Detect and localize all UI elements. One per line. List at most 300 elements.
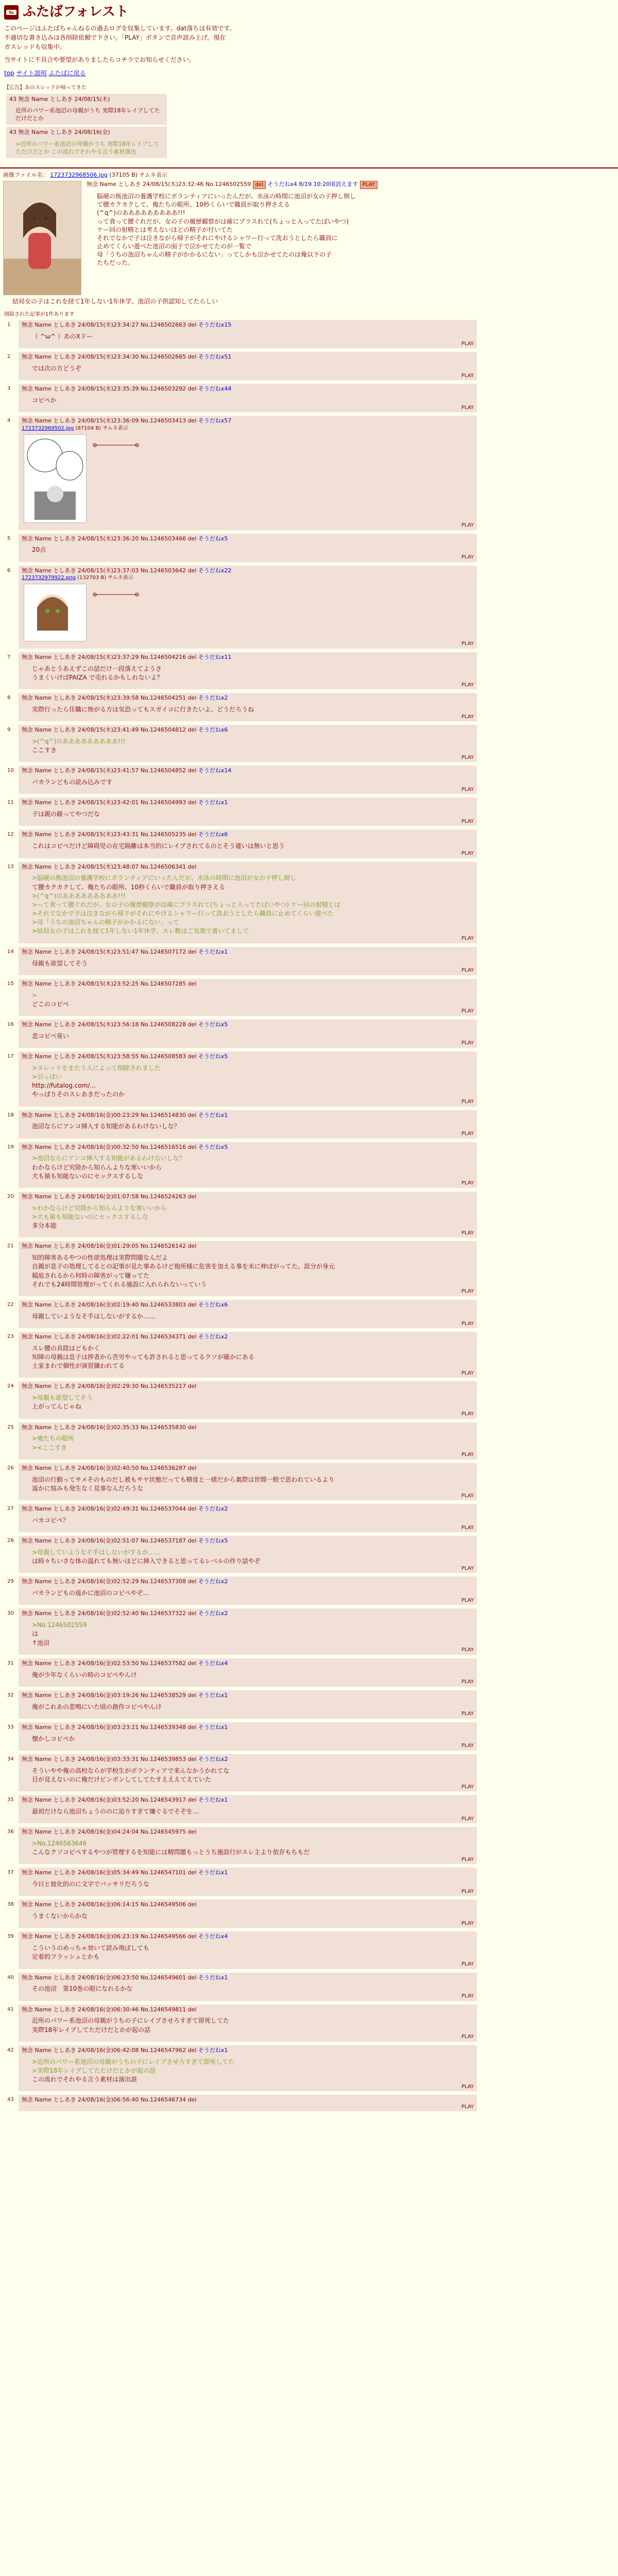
reply-meta	[22, 1578, 474, 1586]
play-button[interactable]: PLAY	[461, 1888, 474, 1894]
reply-message	[32, 1944, 474, 1961]
message-line: 知的障害あるやつの性欲処理は実際問題なんだよ	[32, 1254, 168, 1262]
play-button[interactable]: PLAY	[461, 1565, 474, 1571]
message-line: コピペか	[32, 397, 57, 404]
reply-post	[7, 725, 477, 762]
reply-post	[7, 979, 477, 1016]
message-line: 犬も猿も知能ないのにセックスするしな	[32, 1172, 143, 1180]
op-last-line: 結局女の子はこれを経て1年しない1年休学、池沼の子供認知してたらしい	[12, 298, 218, 306]
reply-thumbnail[interactable]	[24, 584, 87, 641]
reply-meta-text: 無念 Name としあき 24/08/16(金)03:33:31 No.1246539853 del	[22, 1755, 198, 1762]
reply-spacer	[22, 341, 474, 346]
ad-label: 【広告】あのスレッドが帰ってきた	[4, 85, 87, 91]
reply-post	[7, 1192, 477, 1238]
reply-message	[32, 396, 474, 404]
reply-spacer	[22, 682, 474, 687]
reply-meta	[22, 1383, 474, 1391]
play-button[interactable]: PLAY	[461, 1647, 474, 1653]
reply-meta-text: 無念 Name としあき 24/08/16(金)00:32:50 No.1246516516 del	[22, 1143, 198, 1150]
reply-number: 9	[7, 727, 11, 733]
sodane-button[interactable]: そうだねx1	[198, 948, 228, 955]
reply-spacer	[22, 1784, 474, 1789]
play-button[interactable]: PLAY	[461, 1920, 474, 1926]
reply-meta-text: 無念 Name としあき 24/08/15(木)23:34:30 No.1246502665 del	[22, 353, 198, 361]
reply-post	[7, 1658, 477, 1687]
op-thumbnail[interactable]	[3, 181, 81, 295]
sodane-button[interactable]: そうだねx1	[198, 1723, 228, 1731]
play-button[interactable]: PLAY	[461, 1008, 474, 1014]
reply-message	[32, 1154, 474, 1180]
play-button[interactable]: PLAY	[461, 1524, 474, 1531]
reply-spacer	[22, 1009, 474, 1014]
reply-meta	[22, 385, 474, 393]
play-button[interactable]: PLAY	[360, 181, 377, 189]
reply-number: 3	[7, 386, 11, 392]
reply-meta-text: 無念 Name としあき 24/08/16(金)06:30:46 No.1246549811 del	[22, 2006, 197, 2013]
sodane-button[interactable]: そうだねx2	[198, 1610, 228, 1617]
play-button[interactable]: PLAY	[461, 2104, 474, 2110]
play-button[interactable]: PLAY	[461, 754, 474, 760]
play-button[interactable]: PLAY	[461, 1289, 474, 1295]
reply-number: 20	[7, 1193, 14, 1199]
sodane-button[interactable]: そうだねx1	[198, 2046, 228, 2054]
sodane-button[interactable]: そうだねx22	[198, 567, 232, 574]
message-line: >No.1246563646	[32, 1839, 87, 1847]
reply-number: 4	[7, 418, 11, 424]
message-line: 遥かに悩みも発生なく見事なんだろうな	[32, 1484, 144, 1492]
reply-spacer	[22, 2035, 474, 2040]
message-line: じゃあとうあえずこの話だけ一段落えてようさ	[32, 665, 162, 672]
reply-meta	[22, 1756, 474, 1764]
reply-meta	[22, 1974, 474, 1982]
message-line: http://futalog.com/...	[32, 1082, 96, 1090]
play-button[interactable]: PLAY	[461, 682, 474, 688]
play-button[interactable]: PLAY	[461, 851, 474, 856]
sodane-button[interactable]: そうだねx6	[198, 726, 228, 734]
reply-number: 30	[7, 1611, 14, 1617]
play-button[interactable]: PLAY	[461, 1180, 474, 1187]
reply-post	[7, 1463, 477, 1500]
message-line: >わかならけど究陸から知らんよりな寒いいから	[32, 1204, 167, 1212]
reply-message	[32, 1516, 474, 1524]
reply-post	[7, 384, 477, 412]
site-intro	[4, 24, 272, 64]
reply-number: 15	[7, 980, 14, 987]
reply-meta	[22, 1828, 474, 1836]
play-button[interactable]: PLAY	[461, 1743, 474, 1749]
reply-number: 39	[7, 1934, 14, 1940]
reply-file-line	[22, 425, 474, 432]
reply-number: 42	[7, 2047, 14, 2053]
reply-meta-text: 無念 Name としあき 24/08/15(木)23:37:03 No.1246503642 del	[22, 567, 198, 574]
reply-meta-text: 無念 Name としあき 24/08/15(木)23:36:20 No.1246503466 del	[22, 535, 198, 542]
reply-post	[7, 1900, 477, 1928]
play-button[interactable]: PLAY	[461, 1452, 474, 1458]
sodane-button[interactable]: そうだねx2	[198, 1578, 228, 1585]
reply-post	[7, 1332, 477, 1378]
message-line: は	[32, 1630, 39, 1638]
message-line: 池沼ならにアンコ挿入する知能があるわけないしな？	[32, 1123, 180, 1130]
play-button[interactable]: PLAY	[461, 1040, 474, 1046]
message-line: ><ここすき	[32, 1444, 67, 1451]
reply-number: 7	[7, 654, 11, 660]
reply-meta	[22, 1243, 474, 1250]
preview-card[interactable]	[6, 94, 167, 125]
message-line: 土家まわで個性が演習嫌われてる	[32, 1362, 125, 1370]
reply-meta-text: 無念 Name としあき 24/08/16(金)06:42:08 No.1246547962 del	[22, 2046, 198, 2054]
reply-post	[7, 1052, 477, 1107]
reply-number: 22	[7, 1301, 14, 1308]
del-button[interactable]: del	[253, 181, 266, 189]
message-line: >俺たちの眼所	[32, 1435, 75, 1443]
reply-message	[32, 842, 474, 850]
sodane-button[interactable]: そうだねx5	[198, 1053, 228, 1060]
reply-number: 33	[7, 1724, 14, 1730]
message-line: この流れでそれやる言う素材は演出説	[32, 2076, 138, 2083]
message-line: それでも24時間管理がってくれる施設に入れられないっていう	[32, 1280, 207, 1288]
message-line: 俺が少年なくらいの時のコピペやんけ	[32, 1671, 137, 1679]
reply-meta	[22, 1505, 474, 1513]
sodane-button[interactable]: そうだねx4	[198, 1659, 228, 1667]
reply-file-info: (87104 B) サムネ表示	[74, 426, 128, 432]
reply-number: 16	[7, 1021, 14, 1027]
play-button[interactable]: PLAY	[461, 404, 474, 411]
reply-post	[7, 320, 477, 348]
reply-message	[32, 546, 474, 554]
nav-list-link[interactable]: サイト説明	[16, 69, 47, 77]
sodane-button[interactable]: そうだねx57	[198, 417, 232, 425]
reply-spacer	[22, 1412, 474, 1417]
sodane-button[interactable]: そうだねx2	[198, 1333, 228, 1340]
reply-spacer	[22, 1921, 474, 1926]
reply-meta	[22, 1901, 474, 1909]
reply-number: 19	[7, 1144, 14, 1150]
reply-post	[7, 534, 477, 562]
play-button[interactable]: PLAY	[461, 714, 474, 720]
reply-file-link[interactable]: 1723732969502.jpg	[22, 426, 74, 432]
reply-post	[7, 1931, 477, 1969]
reply-spacer	[22, 787, 474, 792]
reply-meta-text: 無念 Name としあき 24/08/15(木)23:43:31 No.1246505235 del	[22, 831, 198, 838]
reply-message	[32, 1394, 474, 1411]
reply-meta	[22, 1301, 474, 1309]
reply-number: 17	[7, 1053, 14, 1059]
play-button[interactable]: PLAY	[461, 1993, 474, 1999]
play-button[interactable]: PLAY	[461, 1320, 474, 1327]
message-line: 知障の母親は息子は搾者から苦労やっても許されると思ってるクソが確かにある	[32, 1353, 255, 1361]
reply-meta	[22, 654, 474, 662]
op-sodane[interactable]: そうだねx4 8/19 10:20頃消えます	[267, 181, 358, 188]
message-line: うまくいけばPAIZA で売れるかもしれないよ？	[32, 673, 163, 681]
reply-meta	[22, 1610, 474, 1618]
reply-post	[7, 693, 477, 721]
sodane-button[interactable]: そうだねx1	[198, 1111, 228, 1118]
reply-message	[32, 1912, 474, 1920]
message-line: ↑池沼	[32, 1639, 50, 1647]
reply-spacer	[22, 1099, 474, 1105]
reply-meta-text: 無念 Name としあき 24/08/16(金)02:19:40 No.1246533803 del	[22, 1301, 198, 1308]
reply-post	[7, 1868, 477, 1896]
message-line: >池沼ならにアンコ挿入する知能があるわけないしな？	[32, 1155, 185, 1162]
reply-message	[32, 778, 474, 786]
sodane-button[interactable]: そうだねx2	[198, 694, 228, 702]
sodane-button[interactable]: そうだねx44	[198, 385, 232, 393]
reply-message	[32, 1985, 474, 1993]
reply-number: 43	[7, 2097, 14, 2103]
message-line: ここすき	[32, 747, 57, 754]
sodane-button[interactable]: そうだねx5	[198, 535, 228, 542]
message-line: 定着的フラッシュとかも	[32, 1953, 100, 1961]
play-button[interactable]: PLAY	[461, 522, 474, 529]
reply-meta	[22, 694, 474, 702]
play-button[interactable]: PLAY	[461, 2083, 474, 2090]
nav-top-link[interactable]: top	[4, 69, 14, 77]
intro-line: 不適切な書き込みは各削除依頼で下さい。「PLAY」ボタンで音声読み上げ。現在	[4, 34, 226, 42]
play-button[interactable]: PLAY	[461, 1816, 474, 1822]
reply-message	[32, 705, 474, 714]
sodane-button[interactable]: そうだねx6	[198, 831, 228, 838]
sodane-button[interactable]: そうだねx2	[198, 1505, 228, 1513]
reply-message	[32, 2016, 474, 2033]
op-body	[87, 181, 377, 295]
reply-meta-text: 無念 Name としあき 24/08/16(金)02:49:31 No.1246537044 del	[22, 1505, 198, 1513]
reply-spacer	[22, 1994, 474, 1999]
reply-spacer	[22, 555, 474, 560]
message-line: て腰カクカクして、俺たちの眼所、10秒くらいで職員が取り押さえる	[32, 883, 226, 891]
message-line: 子は親の鏡ってやつだな	[32, 810, 100, 818]
reply-thumbnail[interactable]	[24, 434, 87, 523]
play-button[interactable]: PLAY	[461, 1411, 474, 1417]
play-button[interactable]: PLAY	[461, 641, 474, 647]
message-line: >脳硬の熊池沼の養護学校にボランティアにいったんだが、水泳の時間に池沼が女の子押し倒し	[32, 874, 297, 882]
message-line: スレ腰の具陰はどもかく	[32, 1344, 100, 1352]
reply-post	[7, 1381, 477, 1418]
reply-meta	[22, 980, 474, 988]
sodane-button[interactable]: そうだねx1	[198, 799, 228, 806]
reply-post	[7, 1973, 477, 2001]
reply-post	[7, 1536, 477, 1573]
message-line: >結局女の子はこれを経て1年しない1年休学、スレ数はご気楽で書いてまして	[32, 927, 249, 935]
sodane-button[interactable]: そうだねx1	[198, 1869, 228, 1876]
reply-meta-text: 無念 Name としあき 24/08/16(金)03:19:26 No.1246538529 del	[22, 1691, 198, 1699]
message-line: （ ^ω^ ）あのXドー	[32, 332, 93, 340]
play-button[interactable]: PLAY	[461, 2034, 474, 2040]
preview-card[interactable]	[6, 127, 167, 158]
reply-meta	[22, 767, 474, 775]
message-line: 近所のパワー系池沼の母親がうちの子にレイプさせろすぎて即死してた	[32, 2017, 230, 2025]
reply-meta-text: 無念 Name としあき 24/08/16(金)03:52:20 No.1246543917 del	[22, 1797, 198, 1804]
sodane-button[interactable]: そうだねx15	[198, 321, 232, 329]
reply-spacer	[22, 1566, 474, 1571]
play-button[interactable]: PLAY	[461, 1131, 474, 1137]
reply-number: 29	[7, 1579, 14, 1585]
reply-post	[7, 1690, 477, 1719]
reply-spacer	[22, 968, 474, 973]
audio-seek-icon[interactable]	[93, 443, 139, 448]
reply-spacer	[22, 1230, 474, 1235]
reply-spacer	[22, 1493, 474, 1498]
reply-meta	[22, 948, 474, 956]
reply-post	[7, 2045, 477, 2091]
reply-post	[7, 1300, 477, 1328]
reply-message	[32, 1735, 474, 1743]
reply-number: 28	[7, 1538, 14, 1544]
reply-number: 5	[7, 535, 11, 541]
reply-meta	[22, 1465, 474, 1472]
reply-number: 14	[7, 948, 14, 955]
reply-meta-text: 無念 Name としあき 24/08/15(木)23:41:57 No.1246504852 del	[22, 767, 198, 774]
reply-spacer	[22, 936, 474, 941]
reply-message	[32, 1548, 474, 1565]
play-button[interactable]: PLAY	[461, 1784, 474, 1790]
reply-message	[32, 991, 474, 1008]
message-line: これはコピペだけど障碍児の在宅隔離は本当的にレイプされてるのとそう違いは無いと思う	[32, 842, 285, 850]
reply-message	[32, 874, 474, 935]
preview-meta: 43 無念 Name としあき 24/08/16(金)	[9, 129, 110, 136]
nav-back-link[interactable]: ふたばに戻る	[48, 69, 86, 77]
reply-post	[7, 1722, 477, 1751]
reply-message	[32, 1621, 474, 1647]
sodane-button[interactable]: そうだねx1	[198, 1974, 228, 1981]
play-button[interactable]: PLAY	[461, 554, 474, 561]
reply-meta	[22, 1053, 474, 1061]
reply-meta-text: 無念 Name としあき 24/08/15(木)23:34:27 No.1246502663 del	[22, 321, 198, 329]
reply-meta	[22, 417, 474, 425]
message-line: 悲コピペ臭い	[32, 1032, 69, 1040]
play-button[interactable]: PLAY	[461, 341, 474, 347]
reply-spacer	[22, 1857, 474, 1862]
reply-number: 11	[7, 800, 14, 806]
reply-meta	[22, 1193, 474, 1201]
reply-message	[32, 1253, 474, 1289]
reply-meta	[22, 1660, 474, 1668]
play-button[interactable]: PLAY	[461, 786, 474, 792]
message-line: >(^q^)のあああああああああ!!!	[32, 892, 126, 900]
reply-spacer	[22, 1648, 474, 1653]
reply-message	[32, 1807, 474, 1816]
op-file-link[interactable]: 1723732968506.jpg	[50, 171, 108, 178]
reply-number: 18	[7, 1112, 14, 1118]
play-button[interactable]: PLAY	[461, 1679, 474, 1685]
reply-meta-text: 無念 Name としあき 24/08/15(木)23:35:39 No.1246503292 del	[22, 385, 198, 393]
sodane-button[interactable]: そうだねx14	[198, 767, 232, 774]
reply-meta-text: 無念 Name としあき 24/08/16(金)02:29:30 No.1246535217 del	[22, 1383, 197, 1390]
reply-message	[32, 1344, 474, 1370]
message-line: >	[32, 991, 38, 999]
reply-meta	[22, 1724, 474, 1732]
message-line: わかならけど究陸から知らんよりな寒いいから	[32, 1163, 162, 1171]
reply-number: 13	[7, 863, 14, 870]
reply-message	[32, 1434, 474, 1451]
play-button[interactable]: PLAY	[461, 1493, 474, 1499]
sodane-button[interactable]: そうだねx5	[198, 1537, 228, 1545]
reply-message	[32, 1703, 474, 1711]
sodane-button[interactable]: そうだねx5	[198, 1021, 228, 1028]
message-line: うまくないからかな	[32, 1912, 88, 1920]
play-button[interactable]: PLAY	[461, 1961, 474, 1968]
reply-message	[32, 1032, 474, 1040]
message-line: >母親も欲望してそう	[32, 1394, 93, 1402]
play-button[interactable]: PLAY	[461, 1711, 474, 1717]
reply-spacer	[22, 1181, 474, 1186]
reply-meta-text: 無念 Name としあき 24/08/16(金)02:51:07 No.1246537187 del	[22, 1537, 198, 1545]
reply-meta-text: 無念 Name としあき 24/08/16(金)06:14:15 No.1246549506 del	[22, 1901, 197, 1908]
reply-spacer	[22, 641, 474, 647]
reply-meta	[22, 1021, 474, 1029]
reply-meta	[22, 2096, 474, 2104]
intro-line: ガスレッドも収集中。	[4, 43, 66, 51]
message-line: >(^q^)のあああああああああ!!!	[32, 738, 126, 745]
message-line: 実際行ったら住職に怖がる方は気恐ってもスガイコに行きたいよ、どうだろうね	[32, 706, 254, 713]
play-button[interactable]: PLAY	[461, 1230, 474, 1236]
sodane-button[interactable]: そうだねx11	[198, 653, 232, 660]
audio-seek-icon[interactable]	[93, 592, 139, 597]
sodane-button[interactable]: そうだねx1	[198, 1691, 228, 1699]
message-line: >No.1246502559	[32, 1621, 87, 1629]
sodane-button[interactable]: そうだねx6	[198, 1301, 228, 1308]
reply-post	[7, 1422, 477, 1460]
message-line: >近所のパワー系池沼の母親がうちの子にレイプさせろすぎて即死してた	[32, 2058, 235, 2065]
reply-meta-text: 無念 Name としあき 24/08/16(金)02:53:50 No.1246537582 del	[22, 1659, 198, 1667]
reply-file-link[interactable]: 1723732979922.png	[22, 575, 76, 581]
sodane-button[interactable]: そうだねx1	[198, 1797, 228, 1804]
play-button[interactable]: PLAY	[461, 1597, 474, 1603]
reply-meta-text: 無念 Name としあき 24/08/16(金)00:23:29 No.1246514830 del	[22, 1111, 198, 1118]
reply-spacer	[22, 1962, 474, 1967]
play-button[interactable]: PLAY	[461, 1856, 474, 1862]
reply-spacer	[22, 1816, 474, 1821]
play-button[interactable]: PLAY	[461, 372, 474, 379]
reply-post	[7, 416, 477, 530]
play-button[interactable]: PLAY	[461, 1099, 474, 1105]
reply-message	[32, 2058, 474, 2084]
play-button[interactable]: PLAY	[461, 1370, 474, 1376]
reply-spacer	[22, 1131, 474, 1137]
reply-file-line	[22, 574, 474, 582]
reply-message	[32, 1312, 474, 1320]
message-line: 母親していようなそ手はしないがするか……	[32, 1312, 156, 1320]
reply-post	[7, 766, 477, 794]
message-line: >母親していようなそ手はしないがするか……	[32, 1548, 161, 1556]
play-button[interactable]: PLAY	[461, 968, 474, 974]
message-line: >実際18年レイプしてただけだとかが起の話	[32, 2066, 156, 2074]
message-line: 多分本能	[32, 1222, 57, 1230]
top-nav	[4, 69, 614, 77]
play-button[interactable]: PLAY	[461, 818, 474, 824]
sodane-button[interactable]: そうだねx4	[198, 1933, 228, 1940]
message-line: 自親が息子の処理してるとの記事が見た事あるけど他所様に危害を加える事を未に伸ばがってた。設分が身元	[32, 1263, 335, 1270]
reply-message	[32, 1767, 474, 1784]
preview-meta: 43 無念 Name としあき 24/08/15(木)	[9, 95, 110, 103]
reply-number: 38	[7, 1902, 14, 1908]
reply-meta	[22, 1333, 474, 1341]
sodane-button[interactable]: そうだねx2	[198, 1755, 228, 1762]
sodane-button[interactable]: そうだねx51	[198, 353, 232, 361]
sodane-button[interactable]: そうだねx5	[198, 1143, 228, 1150]
reply-meta	[22, 726, 474, 734]
reply-post	[7, 1020, 477, 1048]
reply-meta-text: 無念 Name としあき 24/08/16(金)01:29:05 No.1246526142 del	[22, 1243, 197, 1250]
reply-post	[7, 1795, 477, 1823]
op-text: 脳硬の熊池沼の養護学校にボランティアにいったんだが、水泳の時間に池沼が女の子押し倒し て腰カクカクして、俺たちの眼所、10秒くらいで職員が取り押さえる (^q^)のあああああああああ!!! って食って腰ぐれだが、女の子の履歴観察がは確にプラスれて(ちょっと入ってたぽいやつ) ケー回の射精とは考えないほどの精子が付いてた それでなかで子は泣きながら帰子がそれにやけるシャワー行って洗おうとしたら職員に 止めてくらい遊べた池沼の面子で泣かせてたのが一覧で 母「うちの池沼ちゃんの精子がかかるにない」ってしかも泣かせてたのは俺以下の子 たちだった。	[97, 192, 356, 267]
reply-spacer	[22, 1598, 474, 1603]
reply-meta	[22, 1869, 474, 1877]
message-line: >それでなかで子は泣きながら帰子がそれにやけるシャワー行って洗おうとしたら職員に止めてくらい遊べた	[32, 910, 334, 918]
play-button[interactable]: PLAY	[461, 936, 474, 942]
reply-meta-text: 無念 Name としあき 24/08/16(金)05:34:49 No.1246547101 del	[22, 1869, 198, 1876]
reply-meta-text: 無念 Name としあき 24/08/16(金)03:23:21 No.1246539348 del	[22, 1723, 198, 1731]
reply-spacer	[22, 1711, 474, 1717]
